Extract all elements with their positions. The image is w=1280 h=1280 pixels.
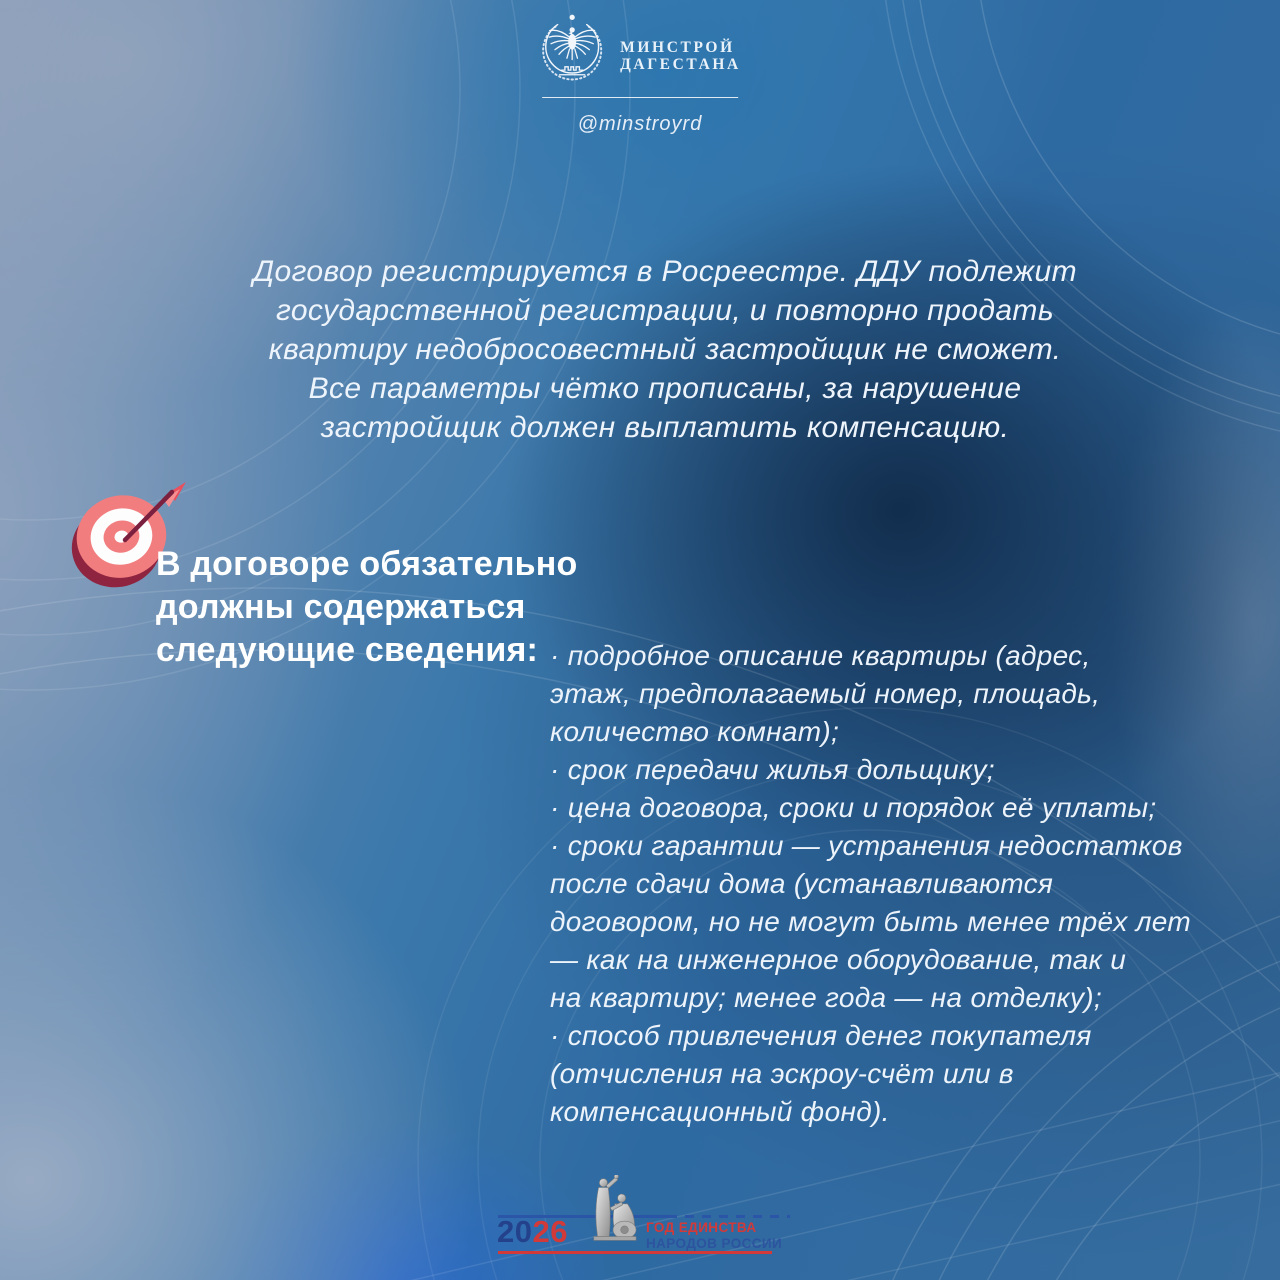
brand-name-line2: ДАГЕСТАНА xyxy=(620,56,741,73)
logo-red-line xyxy=(498,1251,772,1254)
section-heading xyxy=(156,543,577,672)
list-line: · сроки гарантии — устранения недостатков xyxy=(550,830,1183,861)
header-divider xyxy=(542,97,738,98)
social-handle: @minstroyrd xyxy=(577,113,703,135)
logo-blue-dashed-line xyxy=(668,1215,790,1218)
monument-icon xyxy=(582,1175,644,1250)
list-line: (отчисления на эскроу-счёт или в xyxy=(550,1058,1014,1089)
details-list xyxy=(550,637,1191,1131)
list-line: — как на инженерное оборудование, так и xyxy=(550,944,1127,975)
intro-paragraph xyxy=(155,252,1175,447)
brand-header xyxy=(539,12,741,136)
intro-line: Договор регистрируется в Росреестре. ДДУ подлежит xyxy=(252,255,1078,288)
campaign-line2: НАРОДОВ РОССИИ xyxy=(646,1236,783,1251)
list-line: на квартиру; менее года — на отделку); xyxy=(550,982,1102,1013)
heading-line: следующие сведения: xyxy=(156,631,539,669)
list-line: · срок передачи жилья дольщику; xyxy=(550,754,995,785)
list-line: после сдачи дома (устанавливаются xyxy=(550,868,1054,899)
heading-line: В договоре обязательно xyxy=(156,545,578,583)
list-line: · способ привлечения денег покупателя xyxy=(550,1020,1092,1051)
intro-line: застройщик должен выплатить компенсацию. xyxy=(320,411,1010,444)
list-line: этаж, предполагаемый номер, площадь, xyxy=(550,678,1101,709)
year-prefix: 20 xyxy=(497,1214,533,1249)
intro-line: квартиру недобросовестный застройщик не сможет. xyxy=(268,333,1062,366)
campaign-text xyxy=(646,1220,782,1251)
heading-line: должны содержаться xyxy=(156,588,526,626)
year-suffix: 26 xyxy=(532,1214,568,1249)
list-line: договором, но не могут быть менее трёх лет xyxy=(550,906,1191,937)
intro-line: Все параметры чётко прописаны, за нарушение xyxy=(308,372,1022,405)
list-line: количество комнат); xyxy=(550,716,840,747)
intro-line: государственной регистрации, и повторно продать xyxy=(275,294,1054,327)
dagestan-emblem-icon xyxy=(539,12,605,86)
year-campaign-logo xyxy=(497,1174,791,1258)
list-line: · подробное описание квартиры (адрес, xyxy=(550,640,1091,671)
year-2026 xyxy=(497,1214,568,1249)
brand-name-line1: МИНСТРОЙ xyxy=(620,39,735,56)
list-line: компенсационный фонд). xyxy=(550,1096,890,1127)
campaign-line1: ГОД ЕДИНСТВА xyxy=(646,1220,757,1235)
list-line: · цена договора, сроки и порядок её уплаты; xyxy=(550,792,1157,823)
